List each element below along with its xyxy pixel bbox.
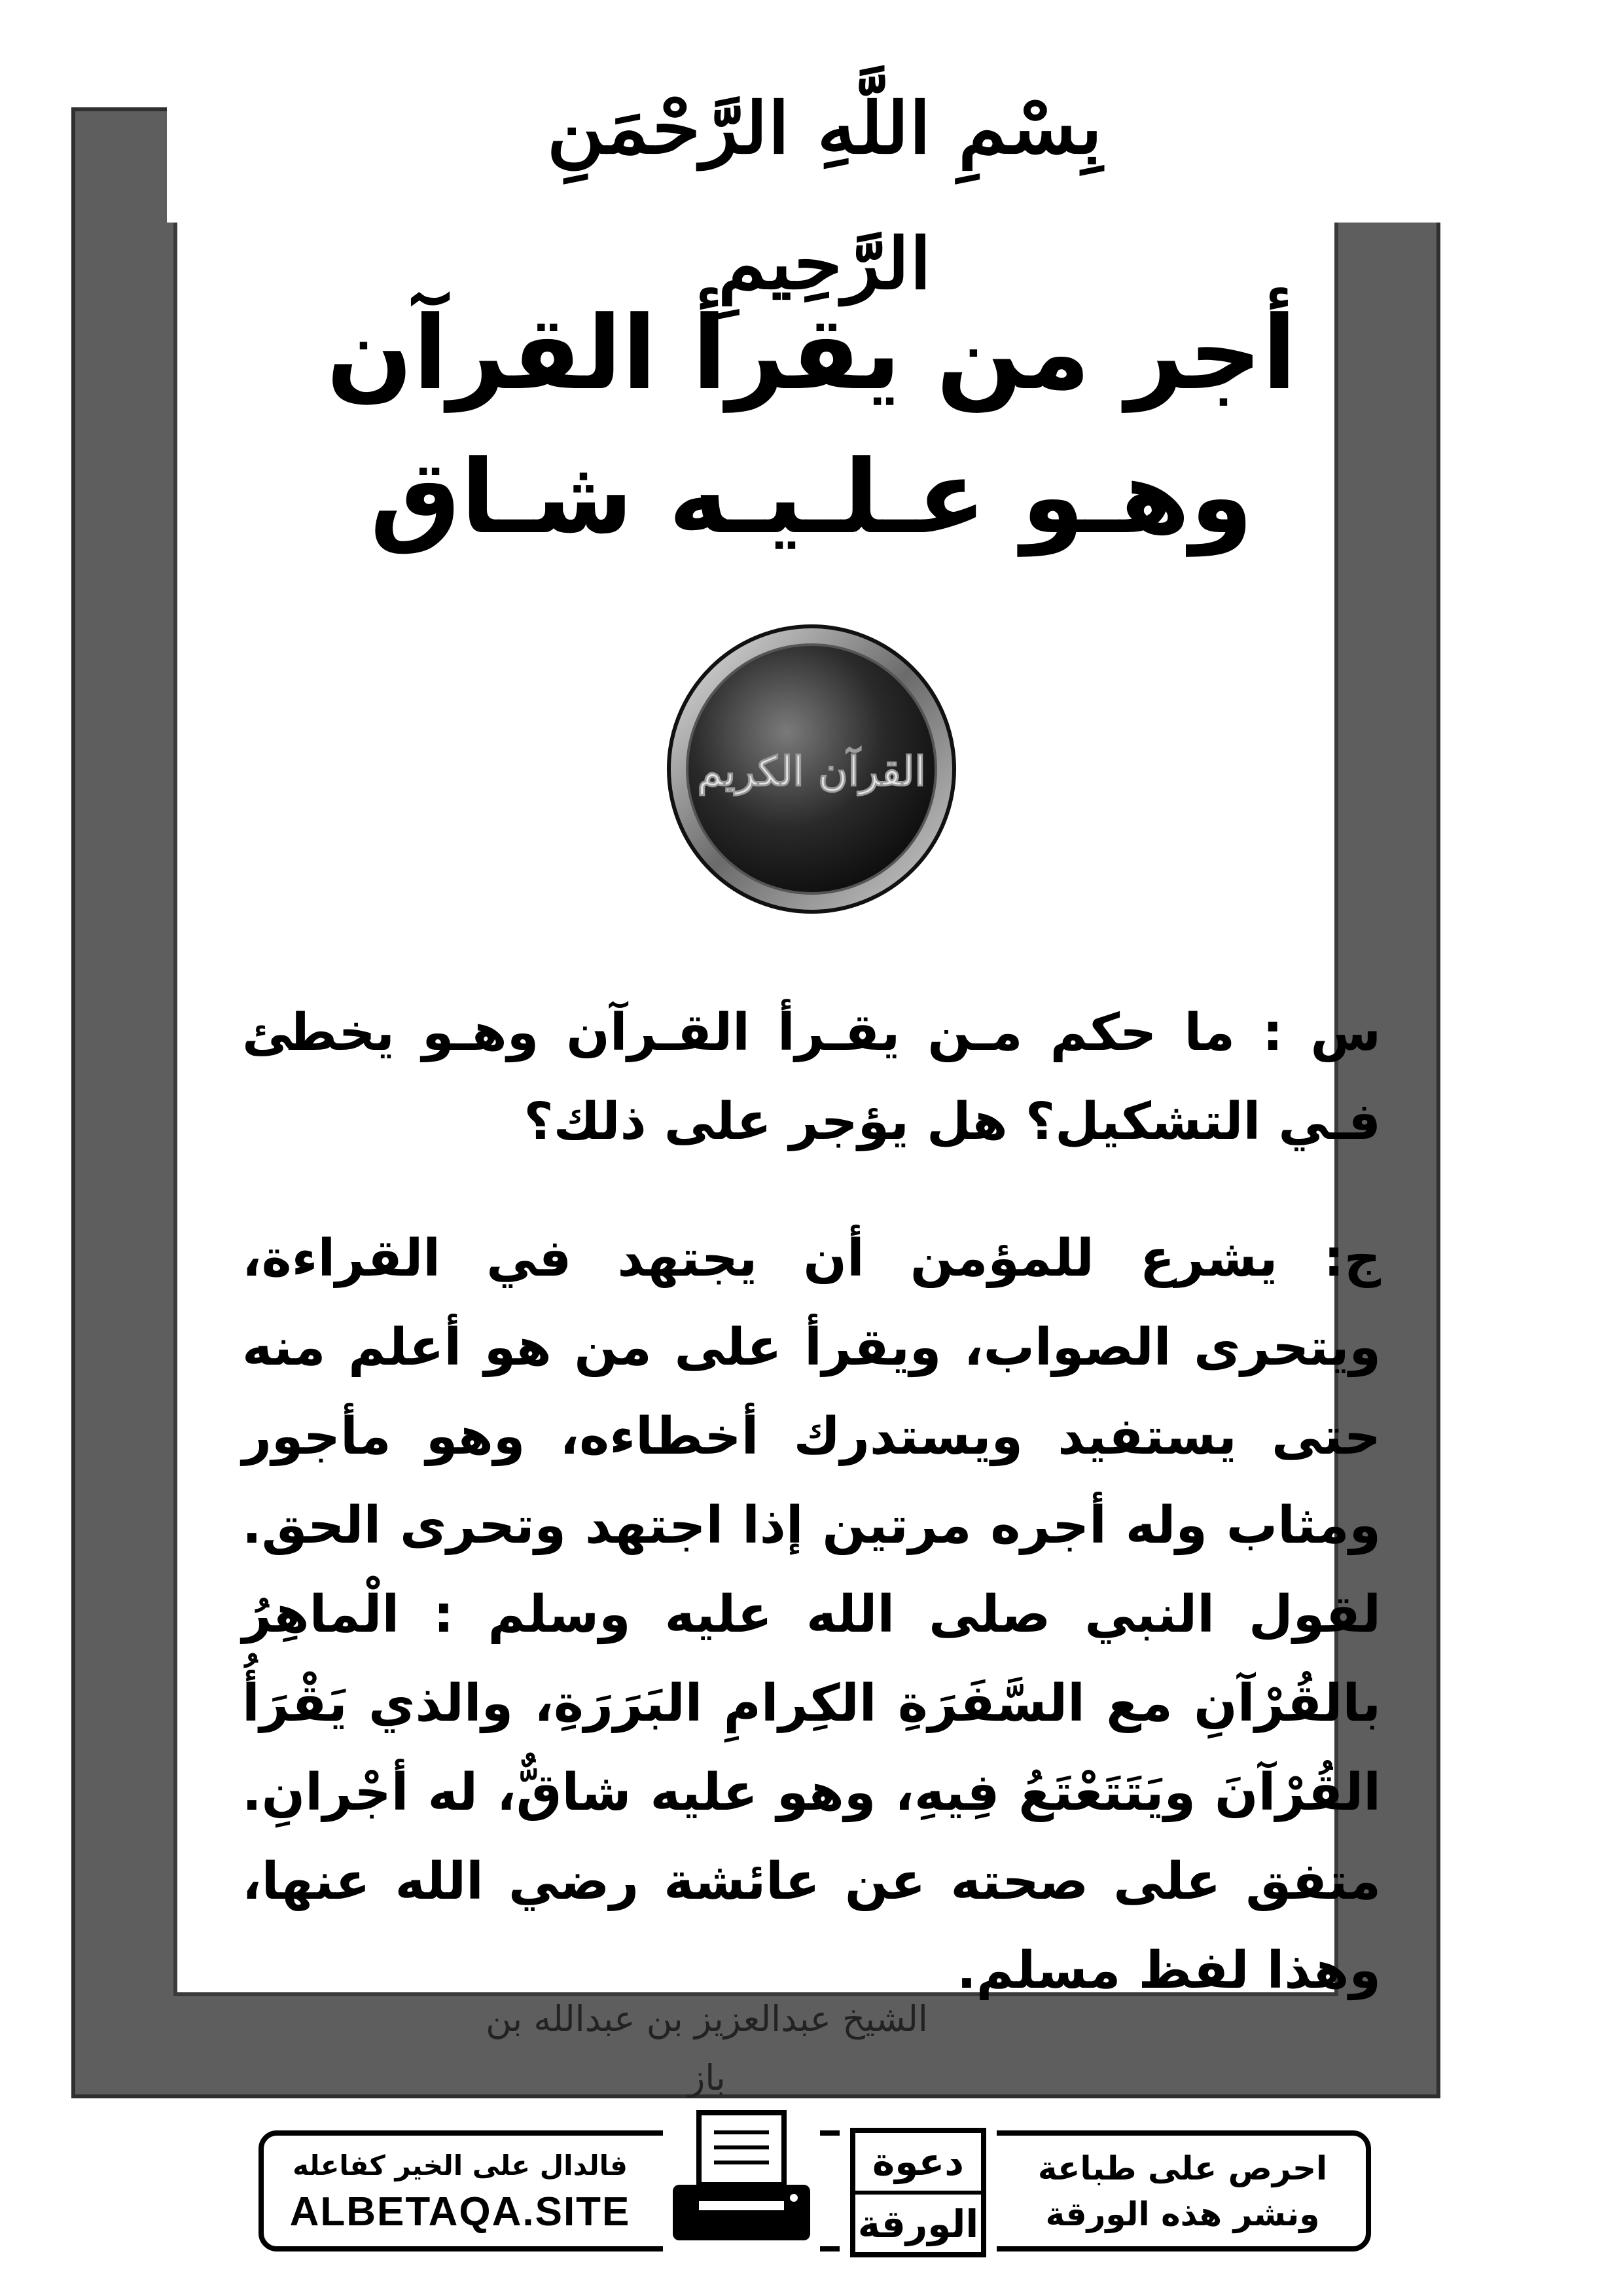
page-title-line-1: أجر من يقرأ القرآن xyxy=(326,294,1297,412)
footer-box xyxy=(259,2130,1371,2251)
quran-emblem-icon xyxy=(664,622,959,916)
bismillah-text: بِسْمِ اللَّهِ الرَّحْمَنِ الرَّحِيمِ xyxy=(546,86,1103,306)
brand-line-1: دعوة xyxy=(872,2140,964,2184)
print-call-line-1: احرص على طباعة xyxy=(1037,2149,1328,2187)
footer-slogan-block xyxy=(277,2145,643,2240)
question-paragraph: س : ما حكم مـن يقـرأ القـرآن وهـو يخطئ فـي التشكيل؟ هل يؤجر على ذلك؟ xyxy=(242,1003,1381,1151)
footer-slogan: فالدال على الخير كفاعله xyxy=(293,2149,628,2181)
brand-logo xyxy=(840,2123,997,2263)
answer-paragraph: ج: يشرع للمؤمن أن يجتهد في القراءة، ويتحرى الصواب، ويقرأ على من هو أعلم منه حتى يستفيد ويستدرك أخطاءه، وهو مأجور ومثاب وله أجره مرتين إذا اجتهد وتحرى الحق. لقول النبي صلى الله عليه وسلم : الْماهِرُ بالقُرْآنِ مع السَّفَرَةِ الكِرامِ البَرَرَةِ، والذي يَقْرَأُ القُرْآنَ ويَتَتَعْتَعُ فِيهِ، وهو عليه شاقٌّ، له أجْرانِ. متفق على صحته عن عائشة رضي الله عنها، وهذا لفظ مسلم. xyxy=(242,1229,1381,2000)
print-call-line-2: ونشر هذه الورقة xyxy=(1045,2195,1320,2233)
bismillah-calligraphy xyxy=(497,46,1152,306)
emblem-text: القرآن الكريم xyxy=(697,747,926,795)
brand-line-2: الورقة xyxy=(857,2202,979,2246)
site-link[interactable]: ALBETAQA.SITE xyxy=(289,2189,631,2234)
brand-logo-icon xyxy=(840,2123,997,2263)
print-call-to-action xyxy=(1019,2145,1346,2240)
signature: الشيخ عبدالعزيز بن عبدالله بن باز xyxy=(486,1998,928,2098)
printer-icon xyxy=(663,2103,820,2253)
page-title-line-2: وهـو عـلـيـه شـاق xyxy=(370,438,1253,556)
printer-icon-wrap xyxy=(663,2103,820,2253)
